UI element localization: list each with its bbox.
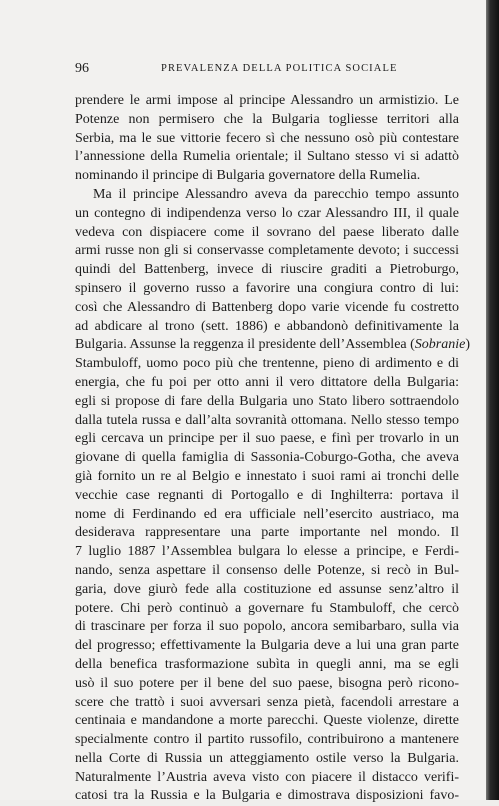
text-line: nominando il principe di Bulgaria governatore della Rumelia. [75, 168, 421, 184]
text-line: nella Corte di Russia un atteggiamento ostile verso la Bulgaria. [75, 750, 459, 766]
text-line: prendere le armi impose al principe Alessandro un armistizio. Le [75, 93, 459, 108]
text-line: Naturalmente l’Austria aveva visto con piacere il distacco verifi- [75, 769, 459, 785]
text-line: Potenze non permisero che la Bulgaria togliesse territori alla [75, 111, 459, 127]
text-line: un contegno di indipendenza verso lo czar Alessandro III, il quale [75, 205, 459, 221]
text-line: l’annessione della Rumelia orientale; il Sultano stesso vi si adattò [75, 149, 459, 165]
text-line: egli si propose di fare della Bulgaria uno Stato libero sottraendolo [75, 393, 459, 409]
text-line: Bulgaria. Assunse la reggenza il presidente dell’Assemblea (Sobranie) [75, 337, 471, 353]
italic-term: Sobranie [414, 337, 466, 353]
text-line: vecchie case regnanti di Portogallo e di Inghilterra: portava il [75, 487, 459, 503]
text-line: quindi del Battenberg, invece di riuscire graditi a Pietroburgo, [75, 262, 459, 278]
text-line: spinsero il governo russo a favorire una congiura contro di lui: [75, 280, 459, 296]
text-line: scere che trattò i suoi avversari senza pietà, facendoli arrestare a [75, 694, 459, 710]
text-line: garia, dove giurò fede alla costituzione ed assunse senz’altro il [75, 581, 459, 597]
text-line: potere. Chi però continuò a governare fu Stambuloff, che cercò [75, 600, 459, 616]
text-line: vedeva con dispiacere come il sovrano del paese liberato dalle [75, 224, 459, 240]
page-header [75, 61, 459, 77]
text-line: giovane di quella famiglia di Sassonia-Coburgo-Gotha, che aveva [75, 450, 459, 466]
text-line: del progresso; effettivamente la Bulgaria deve a lui una gran parte [75, 638, 459, 654]
text-line: Stambuloff, uomo poco più che trentenne, pieno di ardimento e di [75, 356, 459, 372]
page-number: 96 [75, 61, 89, 76]
text-line: specialmente contro il partito russofilo, contribuirono a mantenere [75, 732, 459, 748]
running-title: PREVALENZA DELLA POLITICA SOCIALE [161, 63, 398, 74]
text-line: Serbia, ma le sue vittorie fecero sì che nessuno osò più contestare [75, 130, 459, 146]
body-text [75, 92, 471, 806]
text-line: così che Alessandro di Battenberg dopo varie vicende fu costretto [75, 299, 459, 315]
text-line: nome di Ferdinando ed era ufficiale nell’esercito austriaco, ma [75, 506, 459, 522]
text-line: dalla tutela russa e dall’alta sovranità ottomana. Nello stesso tempo [75, 412, 459, 428]
text-line: nando, senza aspettare il consenso delle Potenze, si recò in Bul- [75, 562, 459, 578]
text-line: 7 luglio 1887 l’Assemblea bulgara lo elesse a principe, e Ferdi- [75, 544, 459, 560]
text-line: egli cercava un principe per il suo paese, e finì per trovarlo in un [75, 431, 459, 447]
text-line: armi russe non gli si conservasse completamente devoto; i successi [75, 243, 459, 259]
text-line: ad abdicare al trono (sett. 1886) e abbandonò definitivamente la [75, 318, 459, 334]
text-line: usò il suo potere per il bene del suo paese, bisogna però ricono- [75, 675, 459, 691]
text-line: Ma il principe Alessandro aveva da parecchio tempo assunto [93, 186, 459, 202]
text-line: di trascinare per forza il suo popolo, ancora semibarbaro, sulla via [75, 619, 459, 635]
text-line: energia, che fu poi per otto anni il vero dittatore della Bulgaria: [75, 374, 459, 390]
book-spine-edge [486, 0, 499, 800]
text-line: già fornito un re al Belgio e innestato i suoi rami ai tronchi delle [75, 468, 459, 484]
text-line: catosi tra la Russia e la Bulgaria e dimostrava disposizioni favo- [75, 788, 459, 804]
text-line: della benefica trasformazione subìta in quegli anni, ma se egli [75, 656, 459, 672]
text-line: desiderava rappresentare una parte importante nel mondo. Il [75, 525, 459, 541]
text-line: centinaia e mandandone a morte parecchi. Queste violenze, dirette [75, 713, 459, 729]
